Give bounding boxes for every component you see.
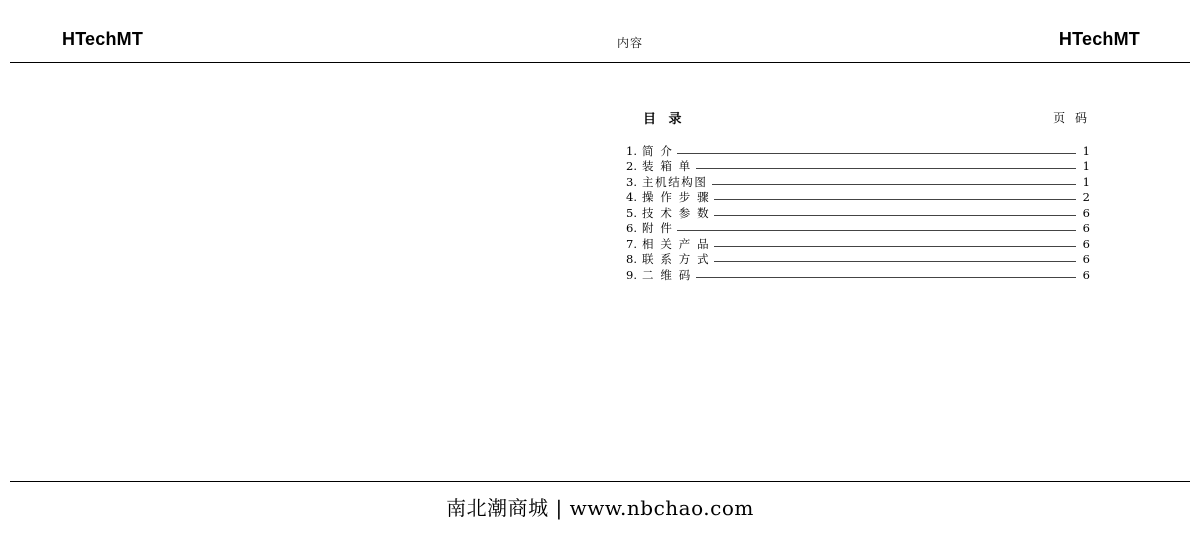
toc-entry-label: 相 关 产 品 xyxy=(642,236,711,251)
toc-entry-number: 6. xyxy=(626,221,637,235)
toc-entry-page: 6 xyxy=(1082,267,1090,282)
toc-leader-line xyxy=(712,184,1077,185)
toc-entry[interactable] xyxy=(620,220,1090,236)
toc-entry-page: 6 xyxy=(1082,252,1090,266)
toc-entry-list xyxy=(620,142,1090,282)
toc-entry[interactable] xyxy=(620,204,1090,220)
toc-leader-line xyxy=(714,199,1076,200)
toc-entry-label: 联 系 方 式 xyxy=(642,252,711,266)
toc-leader-line xyxy=(677,153,1076,154)
toc-header-row xyxy=(620,108,1090,130)
toc-entry[interactable] xyxy=(620,251,1090,267)
toc-entry[interactable] xyxy=(620,173,1090,189)
toc-entry-page: 1 xyxy=(1082,143,1090,158)
toc-entry-number: 5. xyxy=(626,205,637,220)
toc-entry-page: 2 xyxy=(1082,190,1090,204)
toc-entry-number: 4. xyxy=(626,190,637,204)
toc-entry-page: 6 xyxy=(1082,221,1090,235)
footer-divider xyxy=(10,481,1190,482)
toc-entry[interactable] xyxy=(620,235,1090,251)
toc-leader-line xyxy=(696,277,1076,278)
toc-entry-label: 装 箱 单 xyxy=(642,159,692,173)
toc-title: 目 录 xyxy=(643,112,686,127)
toc-entry-label: 操 作 步 骤 xyxy=(642,190,711,204)
toc-entry[interactable] xyxy=(620,189,1090,205)
toc-entry[interactable] xyxy=(620,266,1090,282)
toc-leader-line xyxy=(714,246,1076,247)
toc-entry-number: 3. xyxy=(626,174,637,189)
toc-entry-label: 二 维 码 xyxy=(642,267,692,282)
header-section-title xyxy=(0,34,1200,51)
toc-entry[interactable] xyxy=(620,142,1090,158)
toc-entry-page: 6 xyxy=(1082,205,1090,220)
toc-entry-number: 2. xyxy=(626,159,637,173)
toc-leader-line xyxy=(714,261,1076,262)
toc-entry-label: 简 介 xyxy=(642,143,674,158)
toc-entry-page: 1 xyxy=(1082,174,1090,189)
toc-entry-number: 7. xyxy=(626,236,637,251)
toc-entry-number: 8. xyxy=(626,252,637,266)
toc-entry-label: 附 件 xyxy=(642,221,674,235)
toc-entry-label: 技 术 参 数 xyxy=(642,205,711,220)
toc-entry-number: 9. xyxy=(626,267,637,282)
table-of-contents xyxy=(620,108,1090,282)
toc-leader-line xyxy=(714,215,1076,216)
toc-entry-page: 1 xyxy=(1082,159,1090,173)
header-section-title-text: 内容 xyxy=(616,36,643,50)
toc-entry-page: 6 xyxy=(1082,236,1090,251)
toc-entry-number: 1. xyxy=(626,143,637,158)
toc-leader-line xyxy=(677,230,1076,231)
footer-watermark: 南北潮商城 | www.nbchao.com xyxy=(446,496,754,520)
page-header xyxy=(0,0,1200,64)
toc-page-column-header: 页 码 xyxy=(1053,111,1090,125)
header-divider xyxy=(10,62,1190,63)
toc-entry-label: 主机结构图 xyxy=(642,174,708,189)
brand-logo-right: HTechMT xyxy=(1058,29,1140,49)
brand-logo-left: HTechMT xyxy=(62,29,144,49)
toc-entry[interactable] xyxy=(620,158,1090,174)
toc-leader-line xyxy=(696,168,1076,169)
